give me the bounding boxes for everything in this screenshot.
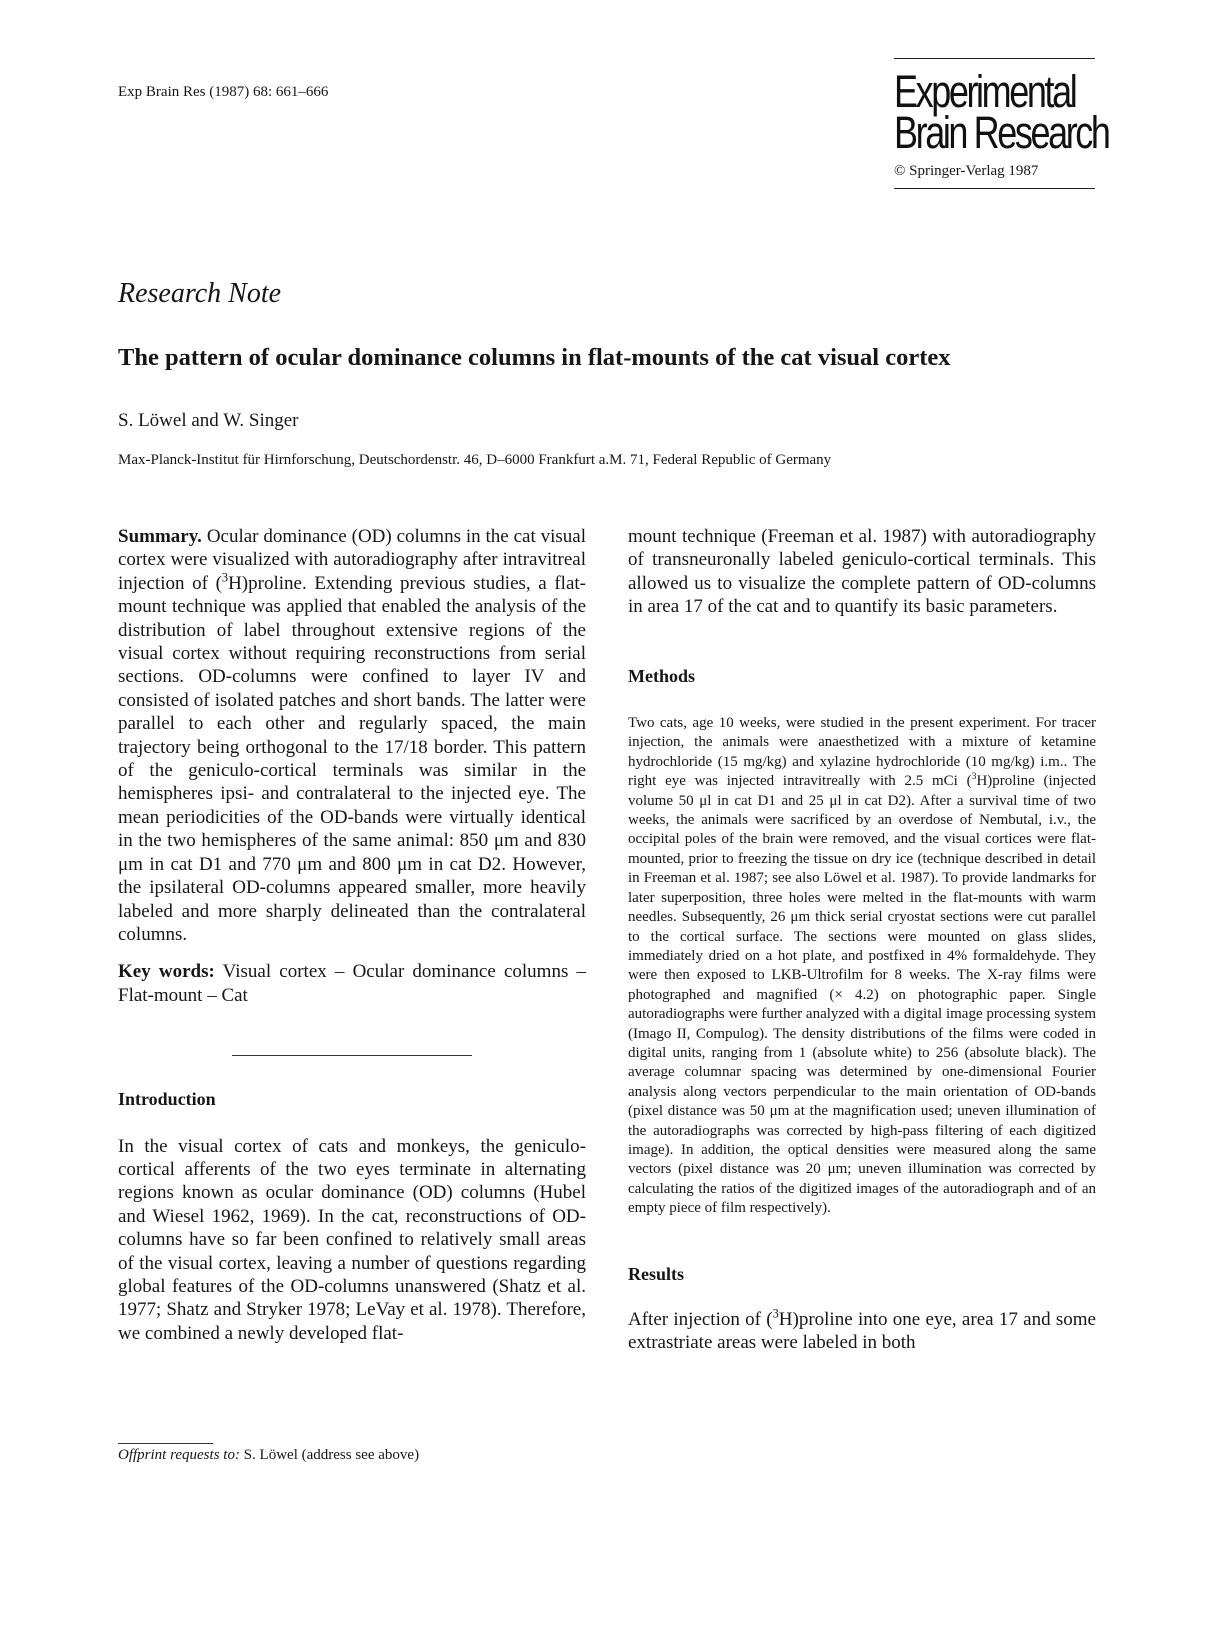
results-text-a: After injection of ( — [628, 1309, 773, 1330]
footnote-label: Offprint requests to: — [118, 1447, 240, 1463]
masthead-bottom-rule — [894, 188, 1095, 189]
introduction-heading: Introduction — [118, 1089, 216, 1110]
keywords-text: Visual cortex – Ocular dominance columns – Flat-mount – Cat — [118, 961, 587, 1006]
article-authors: S. Löwel and W. Singer — [118, 410, 299, 431]
journal-masthead — [894, 58, 1109, 189]
right-column — [628, 525, 1096, 1355]
footnote — [118, 1447, 419, 1464]
article-title: The pattern of ocular dominance columns in flat-mounts of the cat visual cortex — [118, 344, 951, 371]
masthead-top-rule — [894, 58, 1095, 59]
results-text-b: H)proline into one eye, area 17 and some extrastriate areas were labeled in both — [628, 1309, 1096, 1354]
left-column — [118, 525, 586, 1345]
introduction-continued: mount technique (Freeman et al. 1987) with autoradiography of transneuronally labeled geniculo-cortical terminals. This allowed us to visualize the complete pattern of OD-columns in area 17 of the cat and to quantify its basic parameters. — [628, 526, 1096, 618]
journal-citation: Exp Brain Res (1987) 68: 661–666 — [118, 84, 329, 100]
methods-isotope-sup: 3 — [971, 771, 977, 783]
introduction-text: In the visual cortex of cats and monkeys, the geniculo-cortical afferents of the two eyes terminate in alternating regions known as ocular dominance (OD) columns (Hubel and Wiesel 1962, 1969). In the cat, reconstructions of OD-columns have so far been confined to relatively small areas of the visual cortex, leaving a number of questions regarding global features of the OD-columns unanswered (Shatz et al. 1977; Shatz and Stryker 1978; LeVay et al. 1978). Therefore, we combined a newly developed flat- — [118, 1135, 586, 1344]
copyright-notice: © Springer-Verlag 1987 — [894, 163, 1039, 179]
keywords-label: Key words: — [118, 961, 215, 983]
summary-text-a: Ocular dominance (OD) columns in the cat visual cortex were visualized with autoradiography after intravitreal injection of ( — [118, 526, 586, 594]
methods-heading: Methods — [628, 665, 695, 686]
summary-paragraph — [118, 525, 586, 946]
footnote-text: S. Löwel (address see above) — [239, 1447, 420, 1463]
footnote-rule — [118, 1443, 213, 1444]
section-divider — [232, 1055, 472, 1056]
results-heading: Results — [628, 1263, 685, 1284]
summary-isotope-sup: 3 — [221, 570, 229, 585]
journal-name-line1: Experimental — [894, 66, 1076, 117]
author-affiliation: Max-Planck-Institut für Hirnforschung, Deutschordenstr. 46, D–6000 Frankfurt a.M. 71, Federal Republic of Germany — [118, 452, 832, 468]
article-type: Research Note — [118, 278, 282, 309]
results-text — [628, 1308, 1096, 1355]
summary-label: Summary. — [118, 526, 202, 547]
journal-name-line2: Brain Research — [894, 107, 1109, 158]
methods-text-a: Two cats, age 10 weeks, were studied in the present experiment. For tracer injection, the animals were anaesthetized with a mixture of ketamine hydrochloride (15 mg/kg) and xylazine hydrochloride (10 mg/kg) i.m.. The right eye was injected intravitreally with 2.5 mCi ( — [628, 715, 1096, 790]
methods-text — [628, 714, 1096, 1219]
summary-text-b: H)proline. Extending previous studies, a flat-mount technique was applied that enabled the analysis of the distribution of label throughout extensive regions of the visual cortex without requiring reconstructions from serial sections. OD-columns were confined to layer IV and consisted of isolated patches and short bands. The latter were parallel to each other and regularly spaced, the main trajectory being orthogonal to the 17/18 border. This pattern of the geniculo-cortical terminals was similar in the hemispheres ipsi- and contralateral to the injected eye. The mean periodicities of the OD-bands were virtually identical in the two hemispheres of the same animal: 850 μm and 830 μm in cat D1 and 770 μm and 800 μm in cat D2. However, the ipsilateral OD-columns appeared smaller, more heavily labeled and more sharply delineated than the contralateral columns. — [118, 572, 586, 945]
keywords-paragraph — [118, 960, 586, 1007]
results-isotope-sup: 3 — [772, 1306, 779, 1321]
methods-text-b: H)proline (injected volume 50 μl in cat D1 and 25 μl in cat D2). After a survival time of two weeks, the animals were sacrificed by an overdose of Nembutal, i.v., the occipital poles of the brain were removed, and the visual cortices were flat-mounted, prior to freezing the tissue on dry ice (technique described in detail in Freeman et al. 1987; see also Löwel et al. 1987). To provide landmarks for later superposition, three holes were melted in the flat-mounts with warm needles. Subsequently, 26 μm thick serial cryostat sections were cut parallel to the cortical surface. The sections were mounted on glass slides, immediately dried on a hot plate, and postfixed in 4% formaldehyde. They were then exposed to LKB-Ultrofilm for 8 weeks. The X-ray films were photographed and magnified (× 4.2) on photographic paper. Single autoradiographs were further analyzed with a digital image processing system (Imago II, Compulog). The density distributions of the films were coded in digital units, ranging from 1 (absolute white) to 256 (absolute black). The average columnar spacing was determined by one-dimensional Fourier analysis along vectors perpendicular to the main orientation of OD-bands (pixel distance was 50 μm at the magnification used; uneven illumination of the autoradiographs was corrected by high-pass filtering of each digitized image). In addition, the optical densities were measured along the same vectors (pixel distance was 20 μm; uneven illumination was corrected by calculating the ratios of the digitized images of the autoradiograph and of an empty piece of film respectively). — [628, 773, 1096, 1217]
journal-logo — [894, 66, 1109, 158]
